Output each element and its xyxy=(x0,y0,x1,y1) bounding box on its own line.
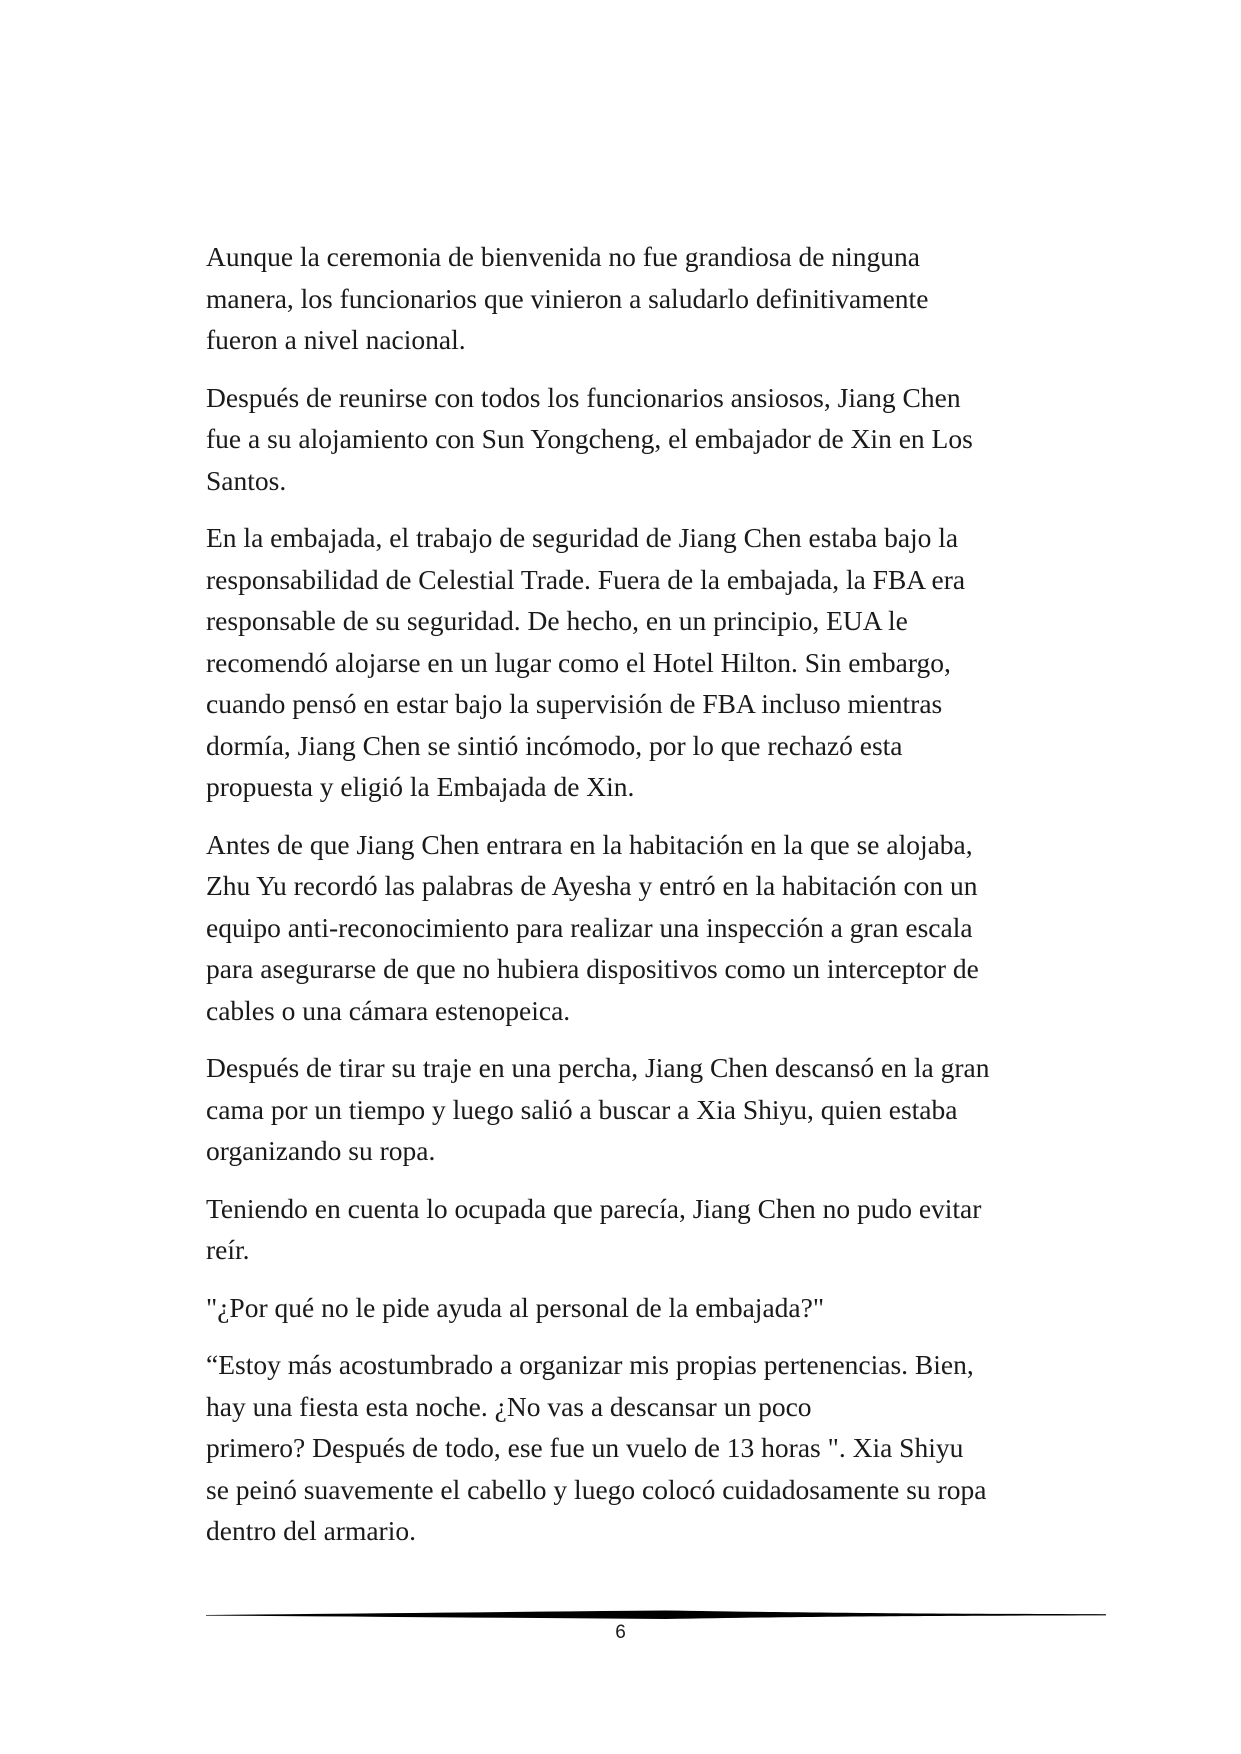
paragraph: "¿Por qué no le pide ayuda al personal de la embajada?" xyxy=(206,1291,825,1323)
paragraph: En la embajada, el trabajo de seguridad de Jiang Chen estaba bajo la responsabilidad de Celestial Trade. Fuera de la embajada, la FBA era responsable de su seguridad. De hecho, en un principio, EUA le recomendó alojarse en un lugar como el Hotel Hilton. Sin embargo, cuando pensó en estar bajo la supervisión de FBA incluso mientras dormía, Jiang Chen se sintió incómodo, por lo que rechazó esta propuesta y eligió la Embajada de Xin. xyxy=(206,522,966,802)
paragraph: Teniendo en cuenta lo ocupada que parecía, Jiang Chen no pudo evitar reír. xyxy=(206,1192,982,1265)
paragraph: Después de tirar su traje en una percha, Jiang Chen descansó en la gran cama por un tiempo y luego salió a buscar a Xia Shiyu, quien estaba organizando su ropa. xyxy=(206,1052,990,1166)
paragraph: Después de reunirse con todos los funcionarios ansiosos, Jiang Chen fue a su alojamiento con Sun Yongcheng, el embajador de Xin en Los Santos. xyxy=(206,381,973,496)
body-text xyxy=(206,236,1066,1568)
page-number: 6 xyxy=(615,1622,626,1643)
paragraph: Antes de que Jiang Chen entrara en la habitación en la que se alojaba, Zhu Yu recordó las palabras de Ayesha y entró en la habitación con un equipo anti-reconocimiento para realizar una inspección a gran escala para asegurarse de que no hubiera dispositivos como un interceptor de cables o una cámara estenopeica. xyxy=(206,828,979,1026)
paragraph: Aunque la ceremonia de bienvenida no fue grandiosa de ninguna manera, los funcionarios que vinieron a saludarlo definitivamente fueron a nivel nacional. xyxy=(206,241,929,355)
paragraph: “Estoy más acostumbrado a organizar mis propias pertenencias. Bien, hay una fiesta esta noche. ¿No vas a descansar un poco primero? Después de todo, ese fue un vuelo de 13 horas ". Xia Shiyu se peinó suavemente el cabello y luego colocó cuidadosamente su ropa dentro del armario. xyxy=(206,1349,987,1546)
footer-divider xyxy=(206,1608,1106,1622)
